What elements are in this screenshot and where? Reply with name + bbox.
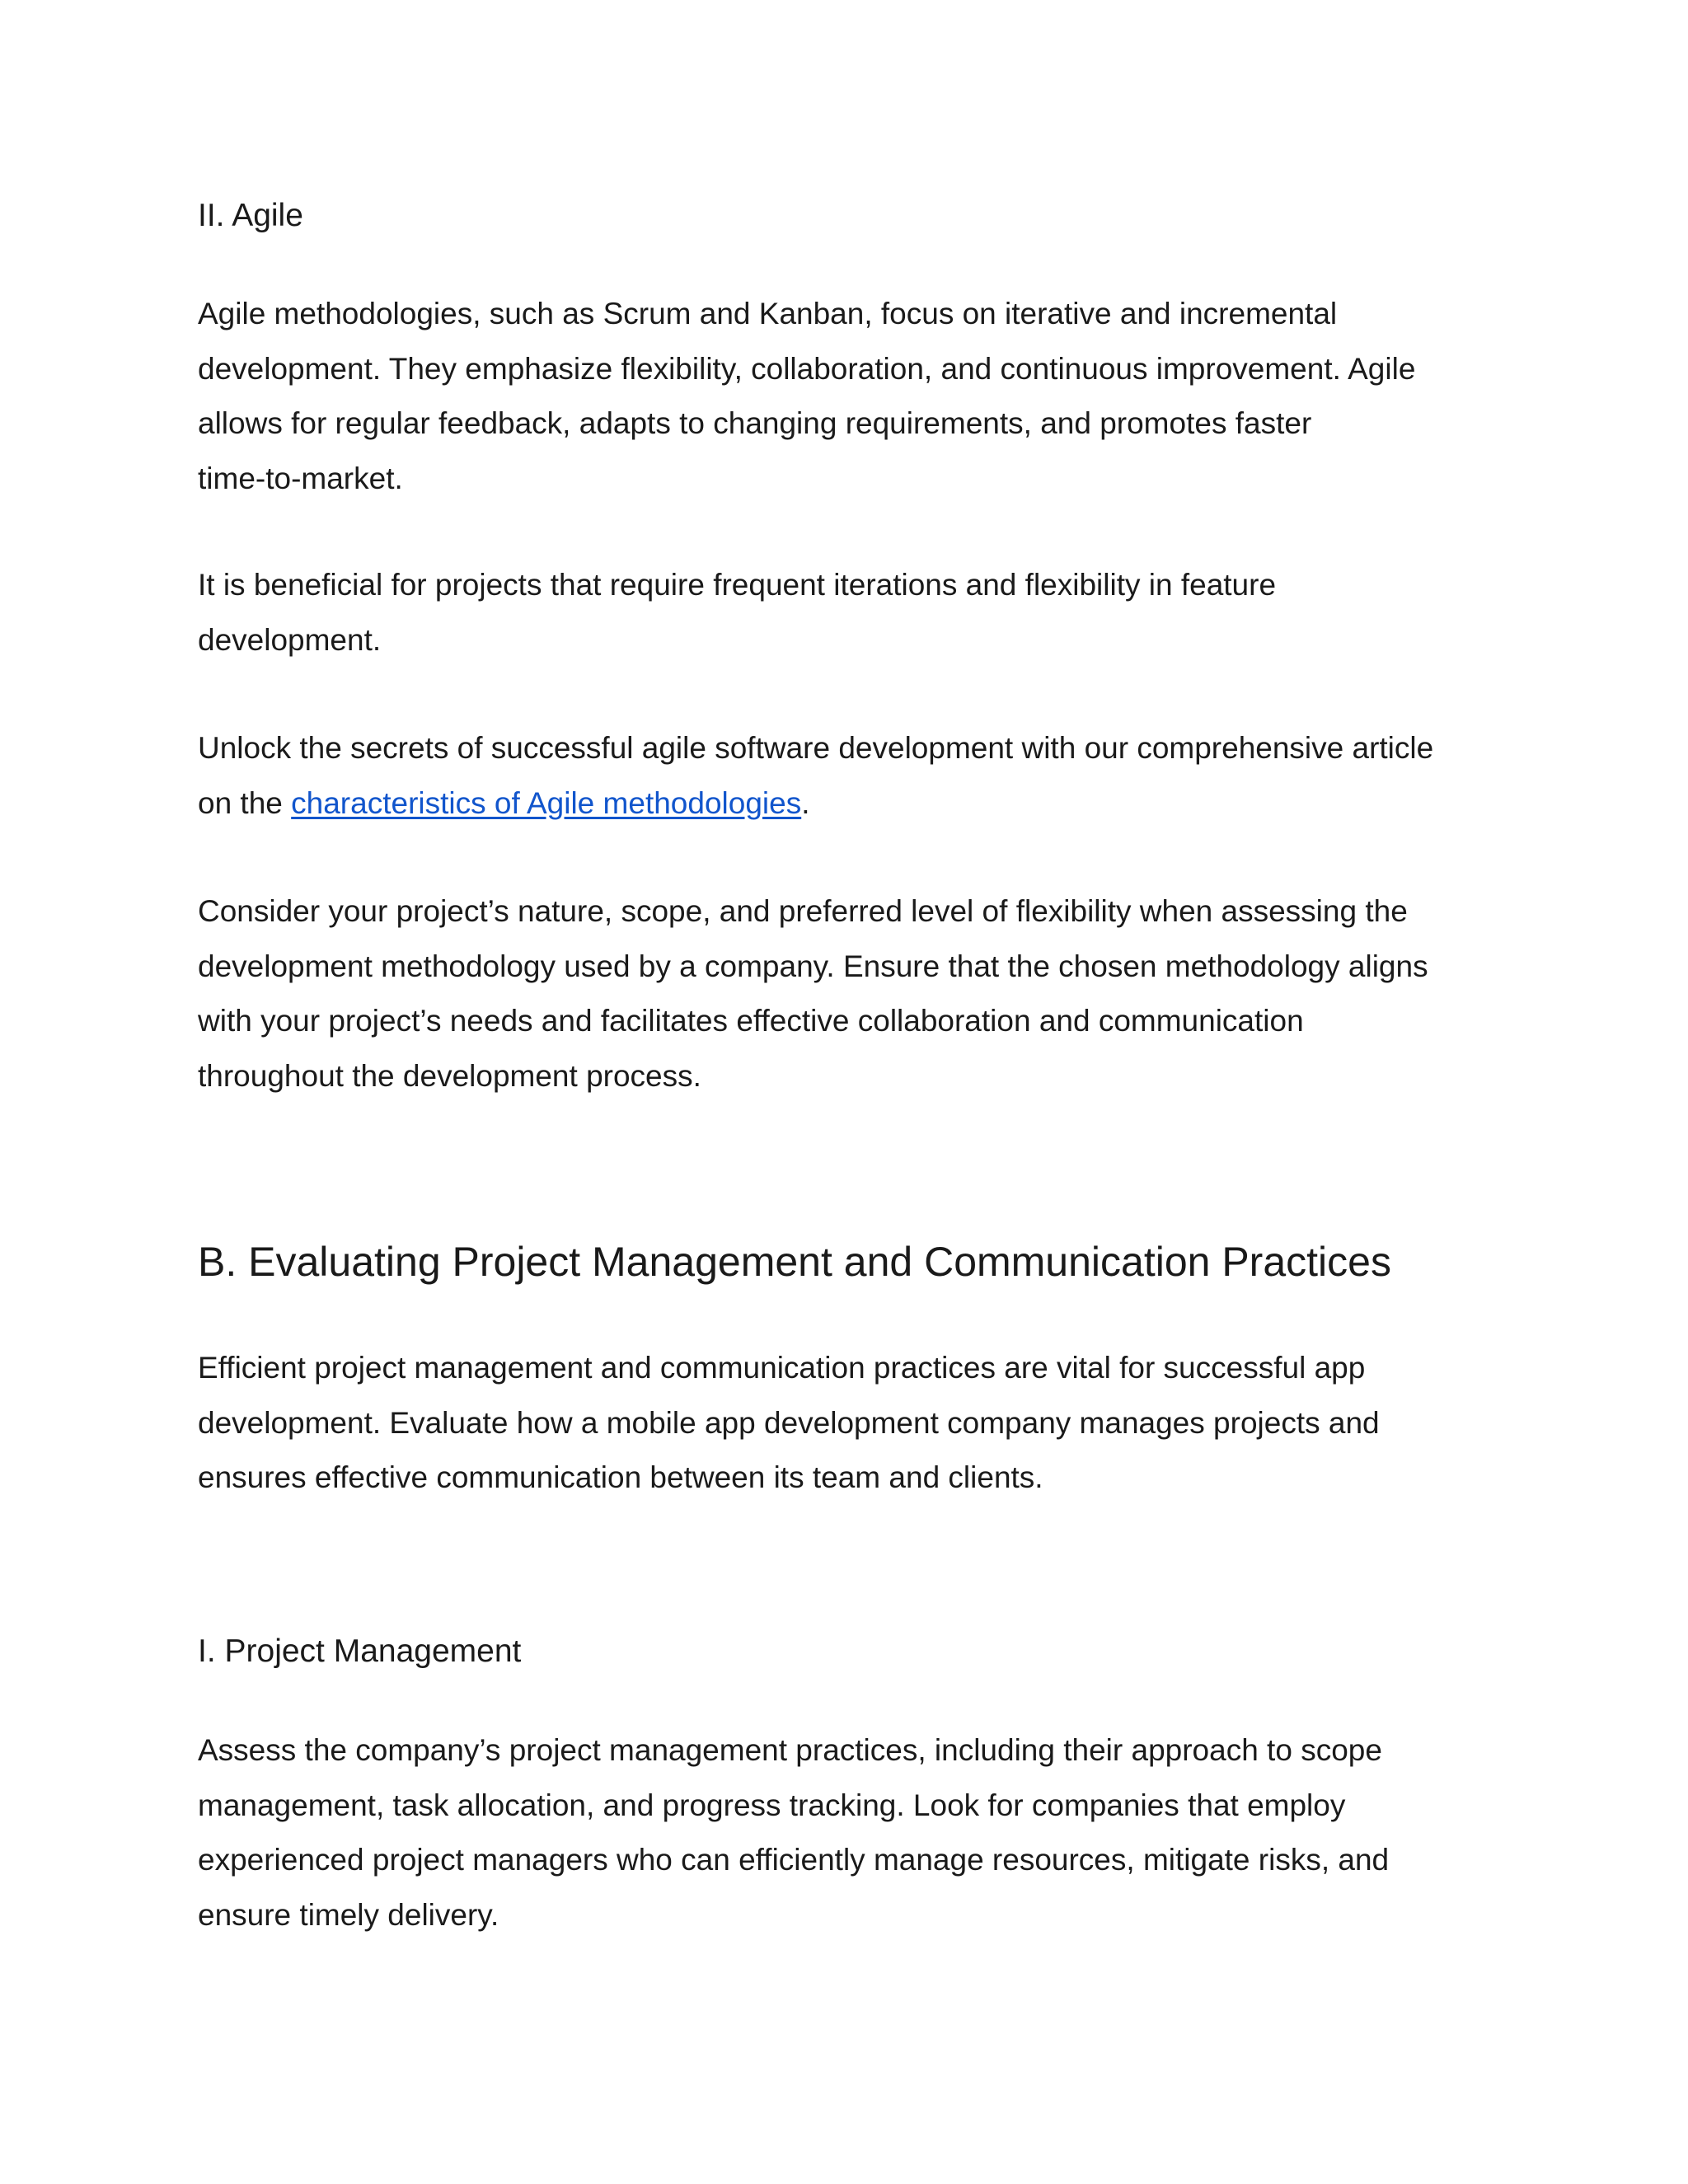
text-line: experienced project managers who can efficiently manage resources, mitigate risks, and <box>198 1843 1390 1877</box>
text-line: Assess the company’s project management practices, including their approach to scope <box>198 1733 1382 1767</box>
text-line: It is beneficial for projects that require frequent iterations and flexibility in feature <box>198 568 1277 602</box>
text-line: allows for regular feedback, adapts to changing requirements, and promotes faster <box>198 406 1312 440</box>
text-line <box>198 776 1500 832</box>
paragraph-agile-consider <box>198 884 1500 1104</box>
text-line: development. They emphasize flexibility, collaboration, and continuous improvement. Agile <box>198 351 1416 386</box>
text-line: time-to-market. <box>198 461 403 495</box>
text-line: management, task allocation, and progress tracking. Look for companies that employ <box>198 1788 1346 1822</box>
text-fragment: . <box>801 785 810 820</box>
text-line: Consider your project’s nature, scope, and preferred level of flexibility when assessing the <box>198 894 1408 928</box>
text-line: with your project’s needs and facilitates effective collaboration and communication <box>198 1004 1304 1038</box>
paragraph-section-b <box>198 1341 1500 1506</box>
heading-agile: II. Agile <box>198 198 303 233</box>
text-fragment: on the <box>198 785 292 820</box>
text-line: Agile methodologies, such as Scrum and Kanban, focus on iterative and incremental <box>198 297 1338 330</box>
heading-project-management: I. Project Management <box>198 1633 522 1669</box>
text-line: throughout the development process. <box>198 1058 701 1093</box>
text-line: Unlock the secrets of successful agile software development with our comprehensive article <box>198 731 1434 765</box>
text-line: development. Evaluate how a mobile app development company manages projects and <box>198 1405 1380 1440</box>
agile-characteristics-link[interactable]: characteristics of Agile methodologies <box>291 785 802 820</box>
paragraph-agile-benefit <box>198 558 1500 668</box>
text-line: development methodology used by a company. Ensure that the chosen methodology aligns <box>198 949 1428 983</box>
text-line: Efficient project management and communication practices are vital for successful app <box>198 1351 1366 1385</box>
text-line: development. <box>198 622 382 657</box>
paragraph-agile-intro <box>198 287 1500 506</box>
heading-section-b: B. Evaluating Project Management and Communication Practices <box>198 1239 1391 1285</box>
paragraph-project-management <box>198 1723 1500 1943</box>
text-line: ensures effective communication between its team and clients. <box>198 1460 1043 1494</box>
paragraph-agile-link <box>198 721 1500 831</box>
text-line: ensure timely delivery. <box>198 1897 499 1932</box>
